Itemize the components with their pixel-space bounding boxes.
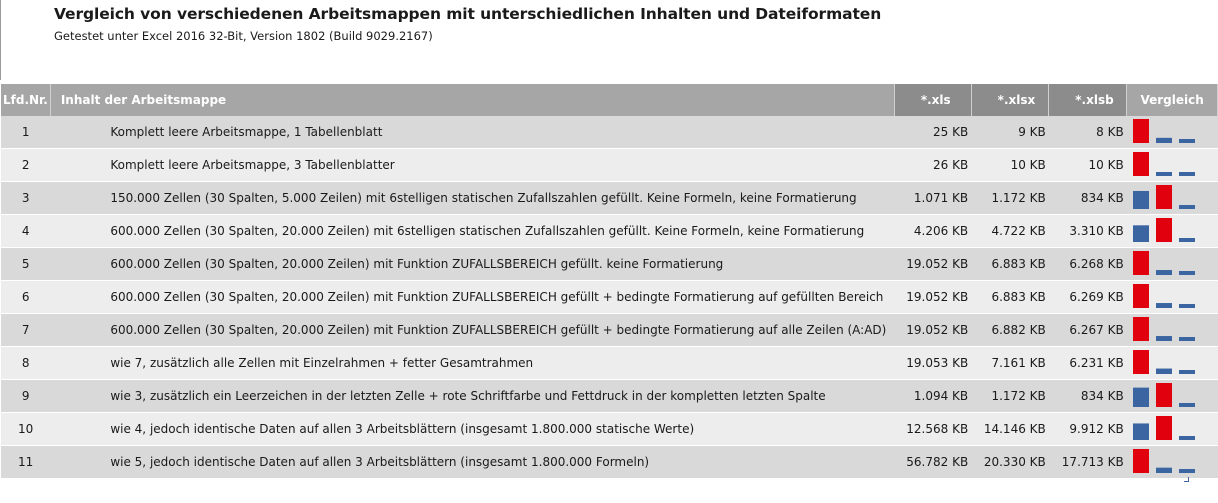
sparkline-bar-xls: [1133, 152, 1149, 176]
cell-lfd-nr: 1: [1, 116, 50, 149]
sparkline-chart: [1133, 350, 1197, 374]
sparkline-bar-xlsb: [1179, 403, 1195, 407]
sparkline-chart: [1133, 251, 1197, 275]
cell-vergleich-sparkline: [1127, 281, 1218, 314]
sparkline-bar-xls: [1133, 350, 1149, 374]
cell-lfd-nr: 6: [1, 281, 50, 314]
cell-xlsx: 20.330 KB: [971, 446, 1049, 479]
sparkline-chart: [1133, 218, 1197, 242]
cell-xlsx: 10 KB: [971, 149, 1049, 182]
table-row: [1, 314, 1218, 347]
sparkline-chart: [1133, 449, 1197, 473]
cell-lfd-nr: 2: [1, 149, 50, 182]
sparkline-bar-xlsb: [1179, 172, 1195, 176]
cell-vergleich-sparkline: [1127, 215, 1218, 248]
sparkline-bar-xlsb: [1179, 139, 1195, 143]
cell-lfd-nr: 9: [1, 380, 50, 413]
cell-inhalt: 600.000 Zellen (30 Spalten, 20.000 Zeilen) mit Funktion ZUFALLSBEREICH gefüllt + bedingte Formatierung auf gefüllten Bereich: [50, 281, 894, 314]
table-header-row: [1, 84, 1218, 116]
table-row: [1, 413, 1218, 446]
cell-xlsb: 834 KB: [1049, 380, 1127, 413]
sparkline-bar-xlsb: [1179, 469, 1195, 473]
sparkline-bar-xlsx: [1156, 416, 1172, 440]
cell-xlsb: 6.268 KB: [1049, 248, 1127, 281]
sparkline-bar-xlsb: [1179, 436, 1195, 440]
cell-xls: 25 KB: [894, 116, 971, 149]
cell-xlsb: 6.267 KB: [1049, 314, 1127, 347]
sparkline-bar-xlsx: [1156, 185, 1172, 209]
sparkline-bar-xlsx: [1156, 303, 1172, 308]
sparkline-bar-xlsx: [1156, 468, 1172, 473]
cell-lfd-nr: 3: [1, 182, 50, 215]
header-inhalt: Inhalt der Arbeitsmappe: [50, 84, 894, 116]
header-xlsx: *.xlsx: [971, 84, 1049, 116]
table-row: [1, 116, 1218, 149]
sparkline-bar-xlsb: [1179, 337, 1195, 341]
cell-xlsx: 6.883 KB: [971, 281, 1049, 314]
cell-inhalt: wie 7, zusätzlich alle Zellen mit Einzelrahmen + fetter Gesamtrahmen: [50, 347, 894, 380]
cell-xlsb: 8 KB: [1049, 116, 1127, 149]
sparkline-chart: [1133, 185, 1197, 209]
cell-vergleich-sparkline: [1127, 380, 1218, 413]
sparkline-chart: [1133, 383, 1197, 407]
table-row: [1, 281, 1218, 314]
sparkline-bar-xls: [1133, 423, 1149, 440]
sparkline-bar-xlsb: [1179, 304, 1195, 308]
sparkline-chart: [1133, 152, 1197, 176]
cell-vergleich-sparkline: [1127, 182, 1218, 215]
cell-xlsb: 6.231 KB: [1049, 347, 1127, 380]
cell-lfd-nr: 7: [1, 314, 50, 347]
cell-xls: 19.052 KB: [894, 281, 971, 314]
sparkline-chart: [1133, 284, 1197, 308]
sparkline-bar-xls: [1133, 449, 1149, 473]
sparkline-bar-xls: [1133, 388, 1149, 407]
page-title: Vergleich von verschiedenen Arbeitsmappen mit unterschiedlichen Inhalten und Dateiformaten: [54, 5, 882, 23]
left-border-line: [0, 0, 1, 80]
sparkline-chart: [1133, 119, 1197, 143]
sparkline-bar-xlsb: [1179, 238, 1195, 242]
sparkline-bar-xlsx: [1156, 172, 1172, 176]
cell-xlsx: 6.883 KB: [971, 248, 1049, 281]
cell-inhalt: Komplett leere Arbeitsmappe, 3 Tabellenblatter: [50, 149, 894, 182]
header-xls: *.xls: [894, 84, 971, 116]
sparkline-bar-xlsb: [1179, 205, 1195, 209]
table-row: [1, 347, 1218, 380]
cell-xls: 26 KB: [894, 149, 971, 182]
cell-inhalt: 600.000 Zellen (30 Spalten, 20.000 Zeilen) mit Funktion ZUFALLSBEREICH gefüllt. keine Formatierung: [50, 248, 894, 281]
cell-xlsb: 17.713 KB: [1049, 446, 1127, 479]
sparkline-bar-xls: [1133, 119, 1149, 143]
cell-vergleich-sparkline: [1127, 347, 1218, 380]
cell-vergleich-sparkline: [1127, 248, 1218, 281]
cell-xls: 19.052 KB: [894, 314, 971, 347]
cell-xlsx: 14.146 KB: [971, 413, 1049, 446]
table-row: [1, 182, 1218, 215]
cell-xlsx: 1.172 KB: [971, 380, 1049, 413]
sparkline-bar-xls: [1133, 284, 1149, 308]
cell-inhalt: wie 5, jedoch identische Daten auf allen 3 Arbeitsblättern (insgesamt 1.800.000 Formeln): [50, 446, 894, 479]
cell-lfd-nr: 5: [1, 248, 50, 281]
sparkline-bar-xlsx: [1156, 336, 1172, 341]
header-vergleich: Vergleich: [1127, 84, 1218, 116]
sparkline-bar-xls: [1133, 191, 1149, 209]
cell-vergleich-sparkline: [1127, 446, 1218, 479]
cell-xls: 19.053 KB: [894, 347, 971, 380]
cell-lfd-nr: 8: [1, 347, 50, 380]
cell-inhalt: wie 3, zusätzlich ein Leerzeichen in der letzten Zelle + rote Schriftfarbe und Fettdruck in der kompletten letzten Spalte: [50, 380, 894, 413]
cell-xls: 4.206 KB: [894, 215, 971, 248]
cell-xlsx: 6.882 KB: [971, 314, 1049, 347]
table-row: [1, 380, 1218, 413]
cell-lfd-nr: 11: [1, 446, 50, 479]
cell-inhalt: 600.000 Zellen (30 Spalten, 20.000 Zeilen) mit 6stelligen statischen Zufallszahlen gefüllt. Keine Formeln, keine Formatierung: [50, 215, 894, 248]
table-row: [1, 215, 1218, 248]
cell-vergleich-sparkline: [1127, 149, 1218, 182]
cell-xlsb: 9.912 KB: [1049, 413, 1127, 446]
table-row: [1, 446, 1218, 479]
cell-xlsb: 3.310 KB: [1049, 215, 1127, 248]
cell-xlsx: 9 KB: [971, 116, 1049, 149]
cell-xlsb: 6.269 KB: [1049, 281, 1127, 314]
sparkline-bar-xls: [1133, 225, 1149, 242]
sparkline-bar-xlsx: [1156, 369, 1172, 374]
sparkline-bar-xlsx: [1156, 383, 1172, 407]
table-row: [1, 248, 1218, 281]
cell-xls: 56.782 KB: [894, 446, 971, 479]
cell-xlsb: 10 KB: [1049, 149, 1127, 182]
header-lfd-nr: Lfd.Nr.: [1, 84, 50, 116]
cell-xls: 1.071 KB: [894, 182, 971, 215]
sparkline-bar-xls: [1133, 251, 1149, 275]
cell-inhalt: Komplett leere Arbeitsmappe, 1 Tabellenblatt: [50, 116, 894, 149]
sparkline-bar-xlsx: [1156, 218, 1172, 242]
table-resize-handle[interactable]: [1184, 477, 1189, 482]
cell-inhalt: wie 4, jedoch identische Daten auf allen 3 Arbeitsblättern (insgesamt 1.800.000 statische Werte): [50, 413, 894, 446]
sparkline-bar-xlsx: [1156, 270, 1172, 275]
cell-vergleich-sparkline: [1127, 413, 1218, 446]
cell-xlsb: 834 KB: [1049, 182, 1127, 215]
cell-lfd-nr: 4: [1, 215, 50, 248]
cell-vergleich-sparkline: [1127, 116, 1218, 149]
cell-vergleich-sparkline: [1127, 314, 1218, 347]
cell-inhalt: 600.000 Zellen (30 Spalten, 20.000 Zeilen) mit Funktion ZUFALLSBEREICH gefüllt + bedingte Formatierung auf alle Zeilen (A:AD): [50, 314, 894, 347]
cell-xls: 1.094 KB: [894, 380, 971, 413]
cell-xls: 12.568 KB: [894, 413, 971, 446]
sparkline-bar-xlsb: [1179, 271, 1195, 275]
cell-xlsx: 4.722 KB: [971, 215, 1049, 248]
sparkline-chart: [1133, 317, 1197, 341]
cell-xlsx: 7.161 KB: [971, 347, 1049, 380]
comparison-table: [1, 84, 1218, 479]
cell-inhalt: 150.000 Zellen (30 Spalten, 5.000 Zeilen) mit 6stelligen statischen Zufallszahlen gefüllt. Keine Formeln, keine Formatierung: [50, 182, 894, 215]
sparkline-bar-xls: [1133, 317, 1149, 341]
header-xlsb: *.xlsb: [1049, 84, 1127, 116]
cell-xlsx: 1.172 KB: [971, 182, 1049, 215]
cell-xls: 19.052 KB: [894, 248, 971, 281]
sparkline-bar-xlsx: [1156, 138, 1172, 143]
sparkline-chart: [1133, 416, 1197, 440]
sparkline-bar-xlsb: [1179, 370, 1195, 374]
page-subtitle: Getestet unter Excel 2016 32-Bit, Version 1802 (Build 9029.2167): [54, 29, 433, 43]
cell-lfd-nr: 10: [1, 413, 50, 446]
table-row: [1, 149, 1218, 182]
